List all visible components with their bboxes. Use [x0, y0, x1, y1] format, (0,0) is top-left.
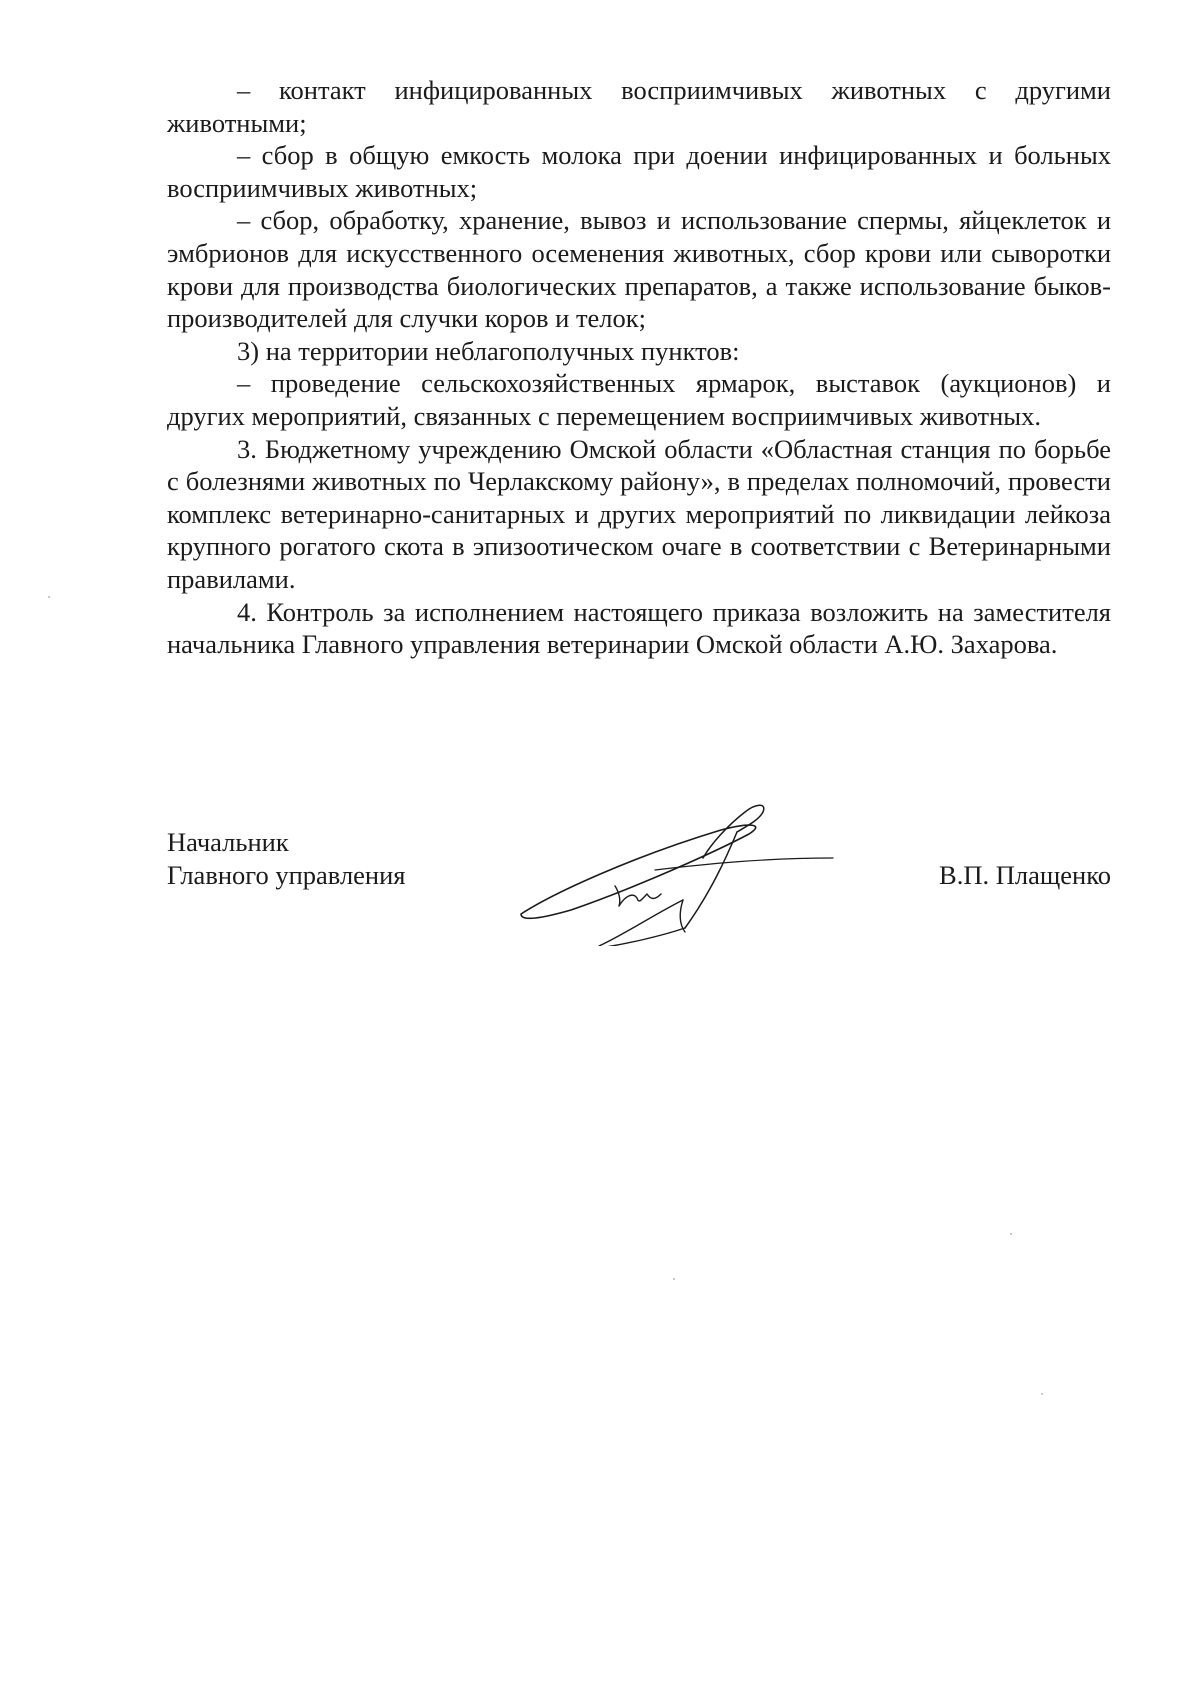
handwritten-signature	[515, 796, 845, 946]
scan-speck	[1010, 1233, 1012, 1235]
signer-position-line-1: Начальник	[167, 827, 289, 857]
scan-speck	[48, 596, 50, 598]
paragraph-milk-collection: – сбор в общую емкость молока при доении инфицированных и больных восприимчивых животных;	[167, 140, 1111, 203]
paragraph-fairs-restriction: – проведение сельскохозяйственных ярмарок, выставок (аукционов) и других мероприятий, связанных с перемещением восприимчивых животных.	[167, 368, 1111, 431]
paragraph-sperm-collection: – сбор, обработку, хранение, вывоз и использование спермы, яйцеклеток и эмбрионов для искусственного осеменения животных, сбор крови или сыворотки крови для производства биологических препаратов, а также использование быков-производителей для случки коров и телок;	[167, 205, 1111, 334]
document-body	[167, 74, 1111, 661]
paragraph-contact-restriction: – контакт инфицированных восприимчивых животных с другими животными;	[167, 75, 1111, 138]
signer-position-line-2: Главного управления	[167, 859, 406, 890]
scan-speck	[673, 1278, 675, 1280]
signer-name: В.П. Плащенко	[939, 859, 1111, 890]
scan-speck	[1041, 1393, 1043, 1395]
paragraph-item-4: 4. Контроль за исполнением настоящего приказа возложить на заместителя начальника Главного управления ветеринарии Омской области А.Ю. Захарова.	[167, 596, 1111, 660]
paragraph-territory-heading: 3) на территории неблагополучных пунктов:	[237, 335, 740, 366]
signer-position	[167, 826, 406, 891]
paragraph-item-3: 3. Бюджетному учреждению Омской области «Областная станция по борьбе с болезнями животных по Черлакскому району», в пределах полномочий, провести комплекс ветеринарно-санитарных и других мероприятий по ликвидации лейкоза крупного рогатого скота в эпизоотическом очаге в соответствии с Ветеринарными правилами.	[167, 433, 1111, 594]
